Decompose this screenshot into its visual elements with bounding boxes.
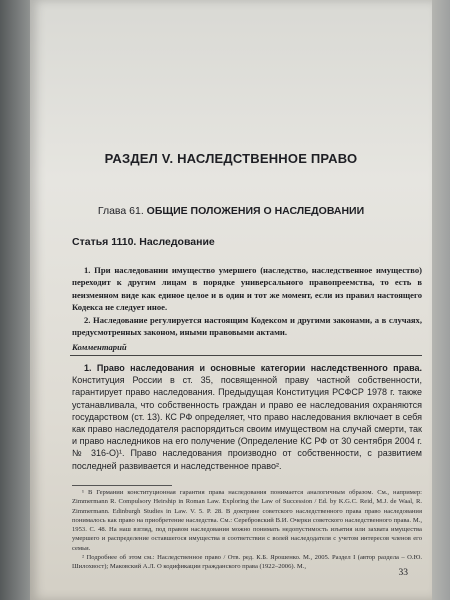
footnote-2: ² Подробнее об этом см.: Наследственное право / Отв. ред. К.Б. Ярошенко. М., 2005. Раздел I (автор раздела – О.Ю. Шилохвост); Маковский А.Л. О кодификации гражданского права (1922–2006). М., (72, 554, 422, 571)
footnote-divider (72, 485, 172, 486)
article-paragraph-2: 2. Наследование регулируется настоящим Кодексом и другими законами, а в случаях, предусмотренных законом, иными правовыми актами. (72, 314, 422, 338)
page-number: 33 (398, 568, 408, 578)
article-title (72, 236, 215, 248)
article-name: Наследование (139, 236, 215, 248)
commentary-divider (70, 355, 422, 356)
section-title: РАЗДЕЛ V. НАСЛЕДСТВЕННОЕ ПРАВО (104, 151, 358, 166)
commentary-text: Конституция России в ст. 35, посвященной праву частной собственности, гарантирует право наследования. Предыдущая Конституция РСФСР 1978 г. также устанавливала, что собственность граждан и право ее наследования охраняются государством (ст. 13). КС РФ определяет, что право наследования включает в себя как право наследодателя распорядиться своим имуществом на случай смерти, так и право наследников на его получение (Определение КС РФ от 30 сентября 2004 г. № 316-О)¹. Право наследования производно от собственности, с развитием последней развивается и наследственное право². (72, 375, 422, 471)
commentary-paragraph (72, 362, 422, 472)
chapter-name: ОБЩИЕ ПОЛОЖЕНИЯ О НАСЛЕДОВАНИИ (146, 205, 365, 217)
chapter-label: Глава 61. (97, 205, 144, 217)
commentary-lead: 1. Право наследования и основные категории наследственного права. (84, 363, 422, 373)
footnotes (72, 488, 422, 572)
article-paragraph-1: 1. При наследовании имущество умершего (наследство, наследственное имущество) переходит к другим лицам в порядке универсального правопреемства, то есть в неизменном виде как единое целое и в один и тот же момент, если из правил настоящего Кодекса не следует иное. (72, 265, 422, 313)
article-text (72, 264, 422, 338)
book-page (30, 0, 432, 600)
commentary-heading: Комментарий (72, 342, 127, 352)
commentary-body (72, 362, 422, 472)
chapter-title (30, 205, 432, 217)
footnote-1: ¹ В Германии конституционная гарантия права наследования понимается аналогичным образом. См., например: Zimmermann R. Compulsory Heirship in Roman Law. Exploring the Law of Succession / Ed. by K.G.C. Reid, M.J. de Waal, R. Zimmermann. Edinburgh Studies in Law. V. 5. P. 28. В доктрине советского наследственного права право наследования понималось как право на приобретение наследства. См.: Серебровский В.И. Очерки советского наследственного права. М., 1953. С. 48. На наш взгляд, под правом наследования можно понимать недопустимость изъятия или захвата имущества умершего и распределение оставшегося имущества в соответствии с волей наследодателя с учетом интересов членов его семьи. (72, 489, 422, 552)
background-left (0, 0, 34, 600)
article-label: Статья 1110. (72, 236, 137, 248)
